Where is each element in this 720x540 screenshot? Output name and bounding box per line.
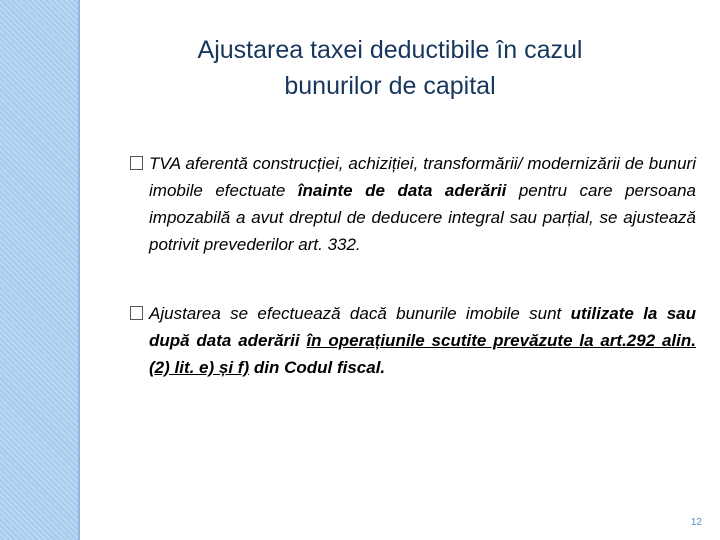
- slide-title: [120, 32, 660, 104]
- bullet2-bold-text: utilizate la sau după data aderării: [149, 304, 696, 350]
- bullet1-text-end: pentru care persoana impozabilă a avut dreptul de deducere integral sau parțial, se ajustează potrivit prevederilor art. 332.: [149, 181, 696, 254]
- bullet-list: [130, 150, 696, 423]
- bullet-box-icon: [130, 156, 143, 170]
- bullet2-underlined-text: în operațiunile scutite prevăzute la art.292 alin. (2) lit. e) și f): [149, 331, 696, 377]
- title-line-2: bunurilor de capital: [284, 72, 496, 100]
- decorative-side-band: [0, 0, 80, 540]
- title-line-1: Ajustarea taxei deductibile în cazul: [197, 36, 583, 64]
- page-number: 12: [690, 517, 702, 528]
- bullet1-text-start: TVA aferentă construcției, achiziției, transformării/ modernizării de bunuri imobile efectuate: [149, 154, 696, 200]
- bullet2-text-start: Ajustarea se efectuează dacă bunurile imobile sunt: [149, 304, 571, 323]
- bullet-item-ajustarea: [130, 300, 696, 381]
- bullet2-text-after: din: [249, 358, 285, 377]
- bullet-box-icon: [130, 306, 143, 320]
- bullet2-text-end: Codul fiscal.: [284, 358, 386, 377]
- bullet-item-tva: [130, 150, 696, 258]
- bullet1-bold-text: înainte de data aderării: [297, 181, 507, 200]
